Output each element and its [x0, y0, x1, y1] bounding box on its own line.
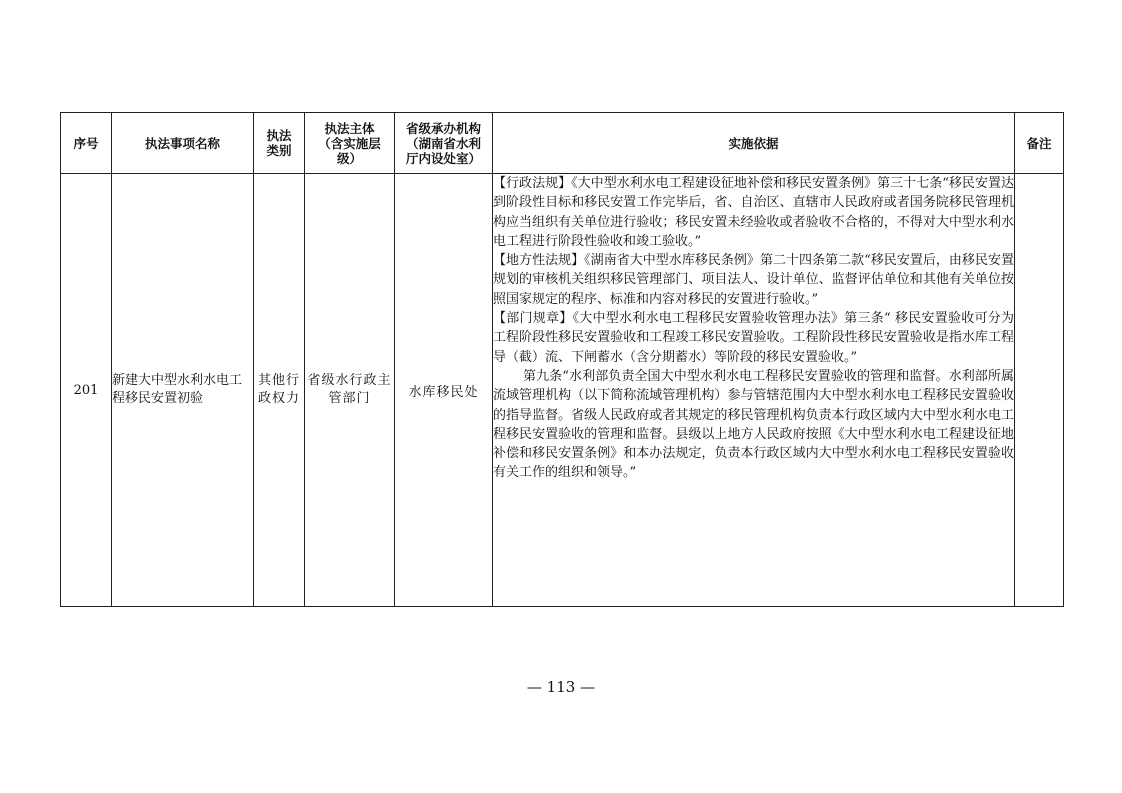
cell-name: 新建大中型水利水电工程移民安置初验 — [112, 174, 254, 607]
header-no: 序号 — [61, 113, 112, 174]
basis-department-rule: 【部门规章】《大中型水利水电工程移民安置验收管理办法》第三条“ 移民安置验收可分为工程阶段性移民安置验收和工程竣工移民安置验收。工程阶段性移民安置验收是指水库工程导（截）流、下闸蓄水（含分期蓄水）等阶段的移民安置验收。” — [493, 311, 1014, 365]
cell-no: 201 — [61, 174, 112, 607]
header-remark: 备注 — [1015, 113, 1064, 174]
header-name: 执法事项名称 — [112, 113, 254, 174]
cell-agency: 水库移民处 — [395, 174, 493, 607]
page-number: — 113 — — [526, 678, 596, 696]
header-subject: 执法主体（含实施层级） — [305, 113, 395, 174]
cell-subject: 省级水行政主管部门 — [305, 174, 395, 607]
basis-article-nine: 第九条“水利部负责全国大中型水利水电工程移民安置验收的管理和监督。水利部所属流域管理机构（以下简称流域管理机构）参与管辖范围内大中型水利水电工程移民安置验收的指导监督。省级人民政府或者其规定的移民管理机构负责本行政区域内大中型水利水电工程移民安置验收的管理和监督。县级以上地方人民政府按照《大中型水利水电工程建设征地补偿和移民安置条例》和本办法规定，负责本行政区域内大中型水利水电工程移民安置验收有关工作的组织和领导。” — [493, 368, 1014, 481]
cell-basis — [493, 174, 1015, 607]
basis-local-regulation: 【地方性法规】《湖南省大中型水库移民条例》第二十四条第二款“移民安置后，由移民安置规划的审核机关组织移民管理部门、项目法人、设计单位、监督评估单位和其他有关单位按照国家规定的程序、标准和内容对移民的安置进行验收。” — [493, 253, 1014, 307]
enforcement-items-table — [60, 112, 1064, 607]
header-row — [61, 113, 1064, 174]
cell-remark — [1015, 174, 1064, 607]
header-type: 执法类别 — [254, 113, 305, 174]
basis-administrative-regulation: 【行政法规】《大中型水利水电工程建设征地补偿和移民安置条例》第三十七条“移民安置达到阶段性目标和移民安置工作完毕后，省、自治区、直辖市人民政府或者国务院移民管理机构应当组织有关单位进行验收；移民安置未经验收或者验收不合格的，不得对大中型水利水电工程进行阶段性验收和竣工验收。” — [493, 176, 1014, 249]
header-agency: 省级承办机构（湖南省水利厅内设处室） — [395, 113, 493, 174]
table-row — [61, 174, 1064, 607]
header-basis: 实施依据 — [493, 113, 1015, 174]
cell-type: 其他行政权力 — [254, 174, 305, 607]
